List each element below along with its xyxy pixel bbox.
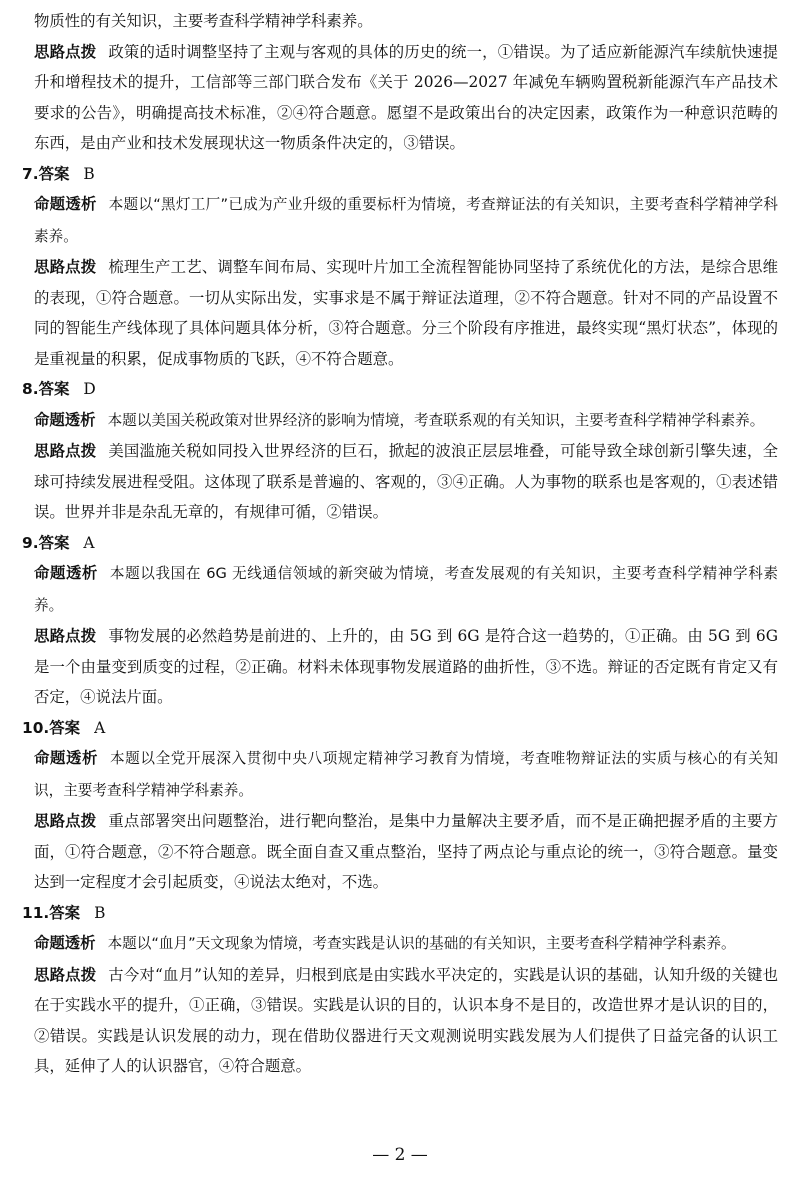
analysis-text: 梳理生产工艺、调整车间布局、实现叶片加工全流程智能协同坚持了系统优化的方法，是综合思维的表现，①符合题意。一切从实际出发，实事求是不属于辩证法道理，②不符合题意。针对不同的产品设置不同的智能生产线体现了具体问题具体分析，③符合题意。分三个阶段有序推进，最终实现“黑灯状态”，体现的是重视量的积累，促成事物质的飞跃，④不符合题意。 [34, 258, 778, 368]
answer-label: 答案 [38, 164, 70, 183]
analysis-para [22, 621, 778, 713]
transparency-label: 命题透析 [34, 564, 98, 582]
analysis-label: 思路点拨 [34, 812, 97, 830]
answer-label: 答案 [49, 718, 81, 737]
answer-line [22, 528, 778, 559]
transparency-label: 命题透析 [34, 749, 98, 767]
analysis-text: 古今对“血月”认知的差异，归根到底是由实践水平决定的，实践是认识的基础，认知升级的关键也在于实践水平的提升，①正确，③错误。实践是认识的目的，认识本身不是目的，改造世界才是认识的目的，②错误。实践是认识发展的动力，现在借助仪器进行天文观测说明实践发展为人们提供了日益完备的认识工具，延伸了人的认识器官，④符合题意。 [34, 965, 778, 1075]
transparency-para [22, 405, 778, 437]
transparency-text: 本题以全党开展深入贯彻中央八项规定精神学习教育为情境，考查唯物辩证法的实质与核心的有关知识，主要考查科学精神学科素养。 [34, 750, 778, 799]
transparency-para [22, 558, 778, 621]
transparency-text: 本题以我国在 6G 无线通信领域的新突破为情境，考查发展观的有关知识，主要考查科学精神学科素养。 [34, 565, 778, 614]
analysis-label: 思路点拨 [34, 258, 97, 276]
answer-value: A [94, 718, 106, 737]
answer-value: B [94, 903, 106, 922]
question-number: 7. [22, 164, 39, 183]
answer-line [22, 898, 778, 929]
question-block-11 [22, 898, 778, 1082]
transparency-para [22, 743, 778, 806]
question-block-8 [22, 374, 778, 528]
intro-analysis [22, 37, 778, 159]
question-block-7 [22, 159, 778, 375]
answer-label: 答案 [38, 533, 70, 552]
analysis-text: 事物发展的必然趋势是前进的、上升的，由 5G 到 6G 是符合这一趋势的，①正确。由 5G 到 6G 是一个由量变到质变的过程，②正确。材料未体现事物发展道路的曲折性，③不选。辩证的否定既有肯定又有否定，④说法片面。 [34, 627, 778, 706]
answer-label: 答案 [38, 380, 70, 398]
transparency-label: 命题透析 [34, 410, 96, 429]
analysis-para [22, 806, 778, 898]
question-block-10 [22, 713, 778, 898]
question-number: 9. [22, 533, 39, 552]
intro-continuation: 物质性的有关知识，主要考查科学精神学科素养。 [34, 12, 373, 30]
question-number: 8. [22, 380, 39, 398]
transparency-label: 命题透析 [34, 934, 96, 952]
question-block-9 [22, 528, 778, 713]
transparency-text: 本题以“黑灯工厂”已成为产业升级的重要标杆为情境，考查辩证法的有关知识，主要考查科学精神学科素养。 [34, 196, 778, 245]
answer-value: B [83, 164, 95, 183]
answer-value: D [83, 380, 96, 398]
analysis-para [22, 436, 778, 528]
analysis-para [22, 252, 778, 374]
question-number: 10. [22, 718, 50, 737]
analysis-text: 政策的适时调整坚持了主观与客观的具体的历史的统一，①错误。为了适应新能源汽车续航快速提升和增程技术的提升，工信部等三部门联合发布《关于 2026—2027 年减免车辆购置税新能源汽车产品技术要求的公告》，明确提高技术标准，②④符合题意。愿望不是政策出台的决定因素，政策作为一种意识范畴的东西，是由产业和技术发展现状这一物质条件决定的，③错误。 [34, 42, 778, 152]
answer-line [22, 374, 778, 405]
analysis-label: 思路点拨 [34, 442, 97, 460]
page-number: — 2 — [372, 1145, 428, 1165]
answer-line [22, 713, 778, 744]
answer-label: 答案 [49, 903, 81, 922]
answer-line [22, 159, 778, 190]
analysis-label: 思路点拨 [34, 627, 97, 645]
transparency-text: 本题以美国关税政策对世界经济的影响为情境，考查联系观的有关知识，主要考查科学精神学科素养。 [107, 411, 765, 429]
analysis-text: 重点部署突出问题整治，进行靶向整治，是集中力量解决主要矛盾，而不是正确把握矛盾的主要方面，①符合题意，②不符合题意。既全面自查又重点整治，坚持了两点论与重点论的统一，③符合题意。量变达到一定程度才会引起质变，④说法太绝对，不选。 [34, 812, 778, 891]
analysis-para [22, 960, 778, 1082]
answer-value: A [83, 533, 95, 552]
transparency-para [22, 928, 778, 960]
transparency-para [22, 189, 778, 252]
transparency-text: 本题以“血月”天文现象为情境，考查实践是认识的基础的有关知识，主要考查科学精神学科素养。 [107, 935, 736, 952]
analysis-label: 思路点拨 [34, 965, 97, 984]
transparency-label: 命题透析 [34, 195, 97, 213]
analysis-label: 思路点拨 [34, 42, 97, 61]
question-number: 11. [22, 903, 50, 922]
analysis-text: 美国滥施关税如同投入世界经济的巨石，掀起的波浪正层层堆叠，可能导致全球创新引擎失速，全球可持续发展进程受阻。这体现了联系是普遍的、客观的，③④正确。人为事物的联系也是客观的，①表述错误。世界并非是杂乱无章的，有规律可循，②错误。 [34, 442, 778, 521]
